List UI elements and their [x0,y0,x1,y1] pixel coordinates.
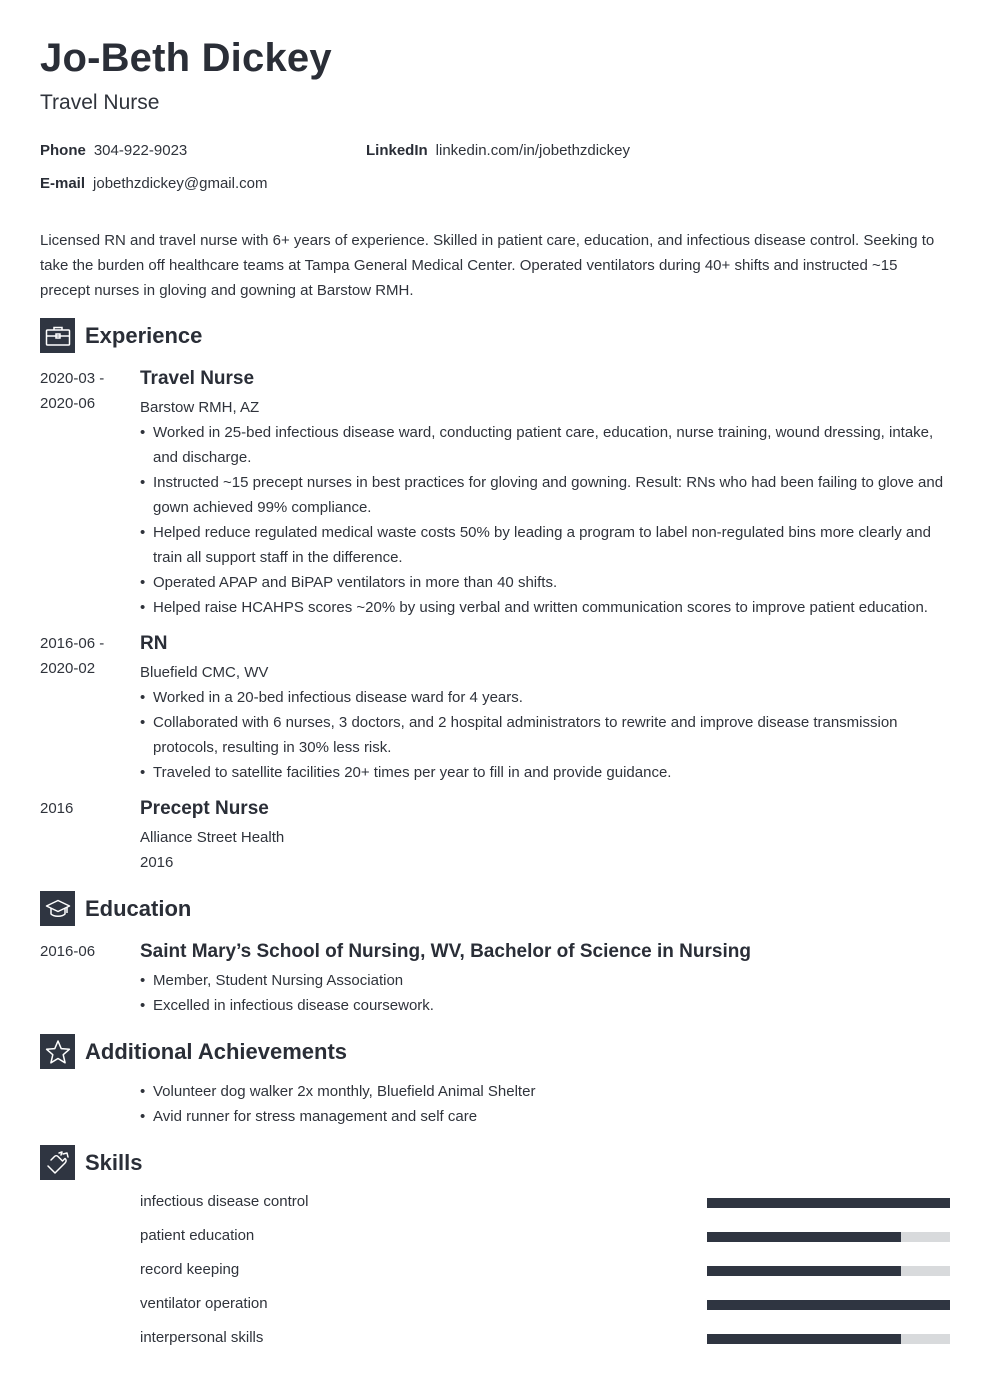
linkedin-value[interactable]: linkedin.com/in/jobethzdickey [435,142,630,159]
skill-level-fill [707,1198,950,1208]
candidate-name: Jo-Beth Dickey [40,36,332,80]
bullet-item: • Member, Student Nursing Association [140,968,950,993]
contact-phone [40,142,187,159]
bullet-item: • Avid runner for stress management and self care [140,1104,950,1129]
skills-hand-icon [40,1145,75,1180]
achievements-section-header [40,1034,347,1069]
bullet-item: • Operated APAP and BiPAP ventilators in more than 40 shifts. [140,570,950,595]
skill-level-fill [707,1266,901,1276]
bullet-item: • Excelled in infectious disease coursework. [140,993,950,1018]
email-label: E-mail [40,175,86,192]
skill-level-fill [707,1334,901,1344]
education-date: 2016-06 [40,943,96,960]
contact-linkedin [366,142,630,159]
bullet-item: • Volunteer dog walker 2x monthly, Bluefield Animal Shelter [140,1079,950,1104]
education-body [140,939,950,1018]
skill-row [140,1260,950,1280]
skill-name: patient education [140,1227,255,1244]
bullet-item: • Worked in a 20-bed infectious disease ward for 4 years. [140,685,950,710]
skills-section-header [40,1145,142,1180]
experience-date: 2016-06 - 2020-02 [40,635,105,677]
experience-title: Experience [85,322,203,348]
skill-name: infectious disease control [140,1193,309,1210]
candidate-title: Travel Nurse [40,91,160,114]
phone-label: Phone [40,142,86,159]
skill-row [140,1328,950,1348]
skill-level-fill [707,1300,950,1310]
skill-name: ventilator operation [140,1295,268,1312]
experience-body [140,631,950,785]
achievements-body [140,1079,950,1129]
skill-row [140,1226,950,1246]
summary-paragraph: Licensed RN and travel nurse with 6+ years of experience. Skilled in patient care, education, and infectious disease control. Seeking to take the burden off healthcare teams at Tampa General Medical Center. Operated ventilators during 40+ shifts and instructed ~15 precept nurses in gloving and gowning at Barstow RMH. [40,232,935,299]
email-value[interactable]: jobethzdickey@gmail.com [93,175,268,192]
education-title: Education [85,895,192,921]
education-bullets [140,968,950,1018]
skill-level-bar [707,1232,950,1242]
skill-level-bar [707,1198,950,1208]
experience-role: Precept Nurse [140,798,269,819]
experience-org: Bluefield CMC, WV [140,664,269,681]
experience-org: Alliance Street Health [140,829,285,846]
contact-email [40,175,267,192]
experience-org: Barstow RMH, AZ [140,399,260,416]
star-icon [40,1034,75,1069]
experience-body [140,796,950,875]
linkedin-label: LinkedIn [366,142,428,159]
experience-role: RN [140,633,168,654]
experience-extra-date: 2016 [140,854,174,871]
skill-level-bar [707,1266,950,1276]
education-section-header [40,891,191,926]
skill-level-fill [707,1232,901,1242]
bullet-item: • Instructed ~15 precept nurses in best practices for gloving and gowning. Result: RNs who had been failing to glove and gown achieved 99% compliance. [140,470,950,520]
skills-title: Skills [85,1149,143,1175]
experience-section-header [40,318,202,353]
experience-bullets [140,420,950,620]
achievements-title: Additional Achievements [85,1038,348,1064]
bullet-item: • Helped raise HCAHPS scores ~20% by using verbal and written communication scores to improve patient education. [140,595,950,620]
achievements-bullets [140,1079,950,1129]
bullet-item: • Traveled to satellite facilities 20+ times per year to fill in and provide guidance. [140,760,950,785]
bullet-item: • Collaborated with 6 nurses, 3 doctors, and 2 hospital administrators to rewrite and improve disease transmission protocols, resulting in 30% less risk. [140,710,950,760]
experience-date: 2016 [40,800,74,817]
skill-name: record keeping [140,1261,240,1278]
bullet-item: • Helped reduce regulated medical waste costs 50% by leading a program to label non-regulated bins more clearly and train all support staff in the difference. [140,520,950,570]
bullet-item: • Worked in 25-bed infectious disease ward, conducting patient care, education, nurse training, wound dressing, intake, and discharge. [140,420,950,470]
skill-level-bar [707,1334,950,1344]
education-degree: Saint Mary’s School of Nursing, WV, Bachelor of Science in Nursing [140,941,751,962]
experience-role: Travel Nurse [140,368,255,389]
skill-name: interpersonal skills [140,1329,264,1346]
experience-bullets [140,685,950,785]
experience-body [140,366,950,620]
skill-level-bar [707,1300,950,1310]
experience-date: 2020-03 - 2020-06 [40,370,105,412]
skill-row [140,1294,950,1314]
graduation-cap-icon [40,891,75,926]
briefcase-icon [40,318,75,353]
skill-row [140,1192,950,1212]
phone-value: 304-922-9023 [93,142,188,159]
